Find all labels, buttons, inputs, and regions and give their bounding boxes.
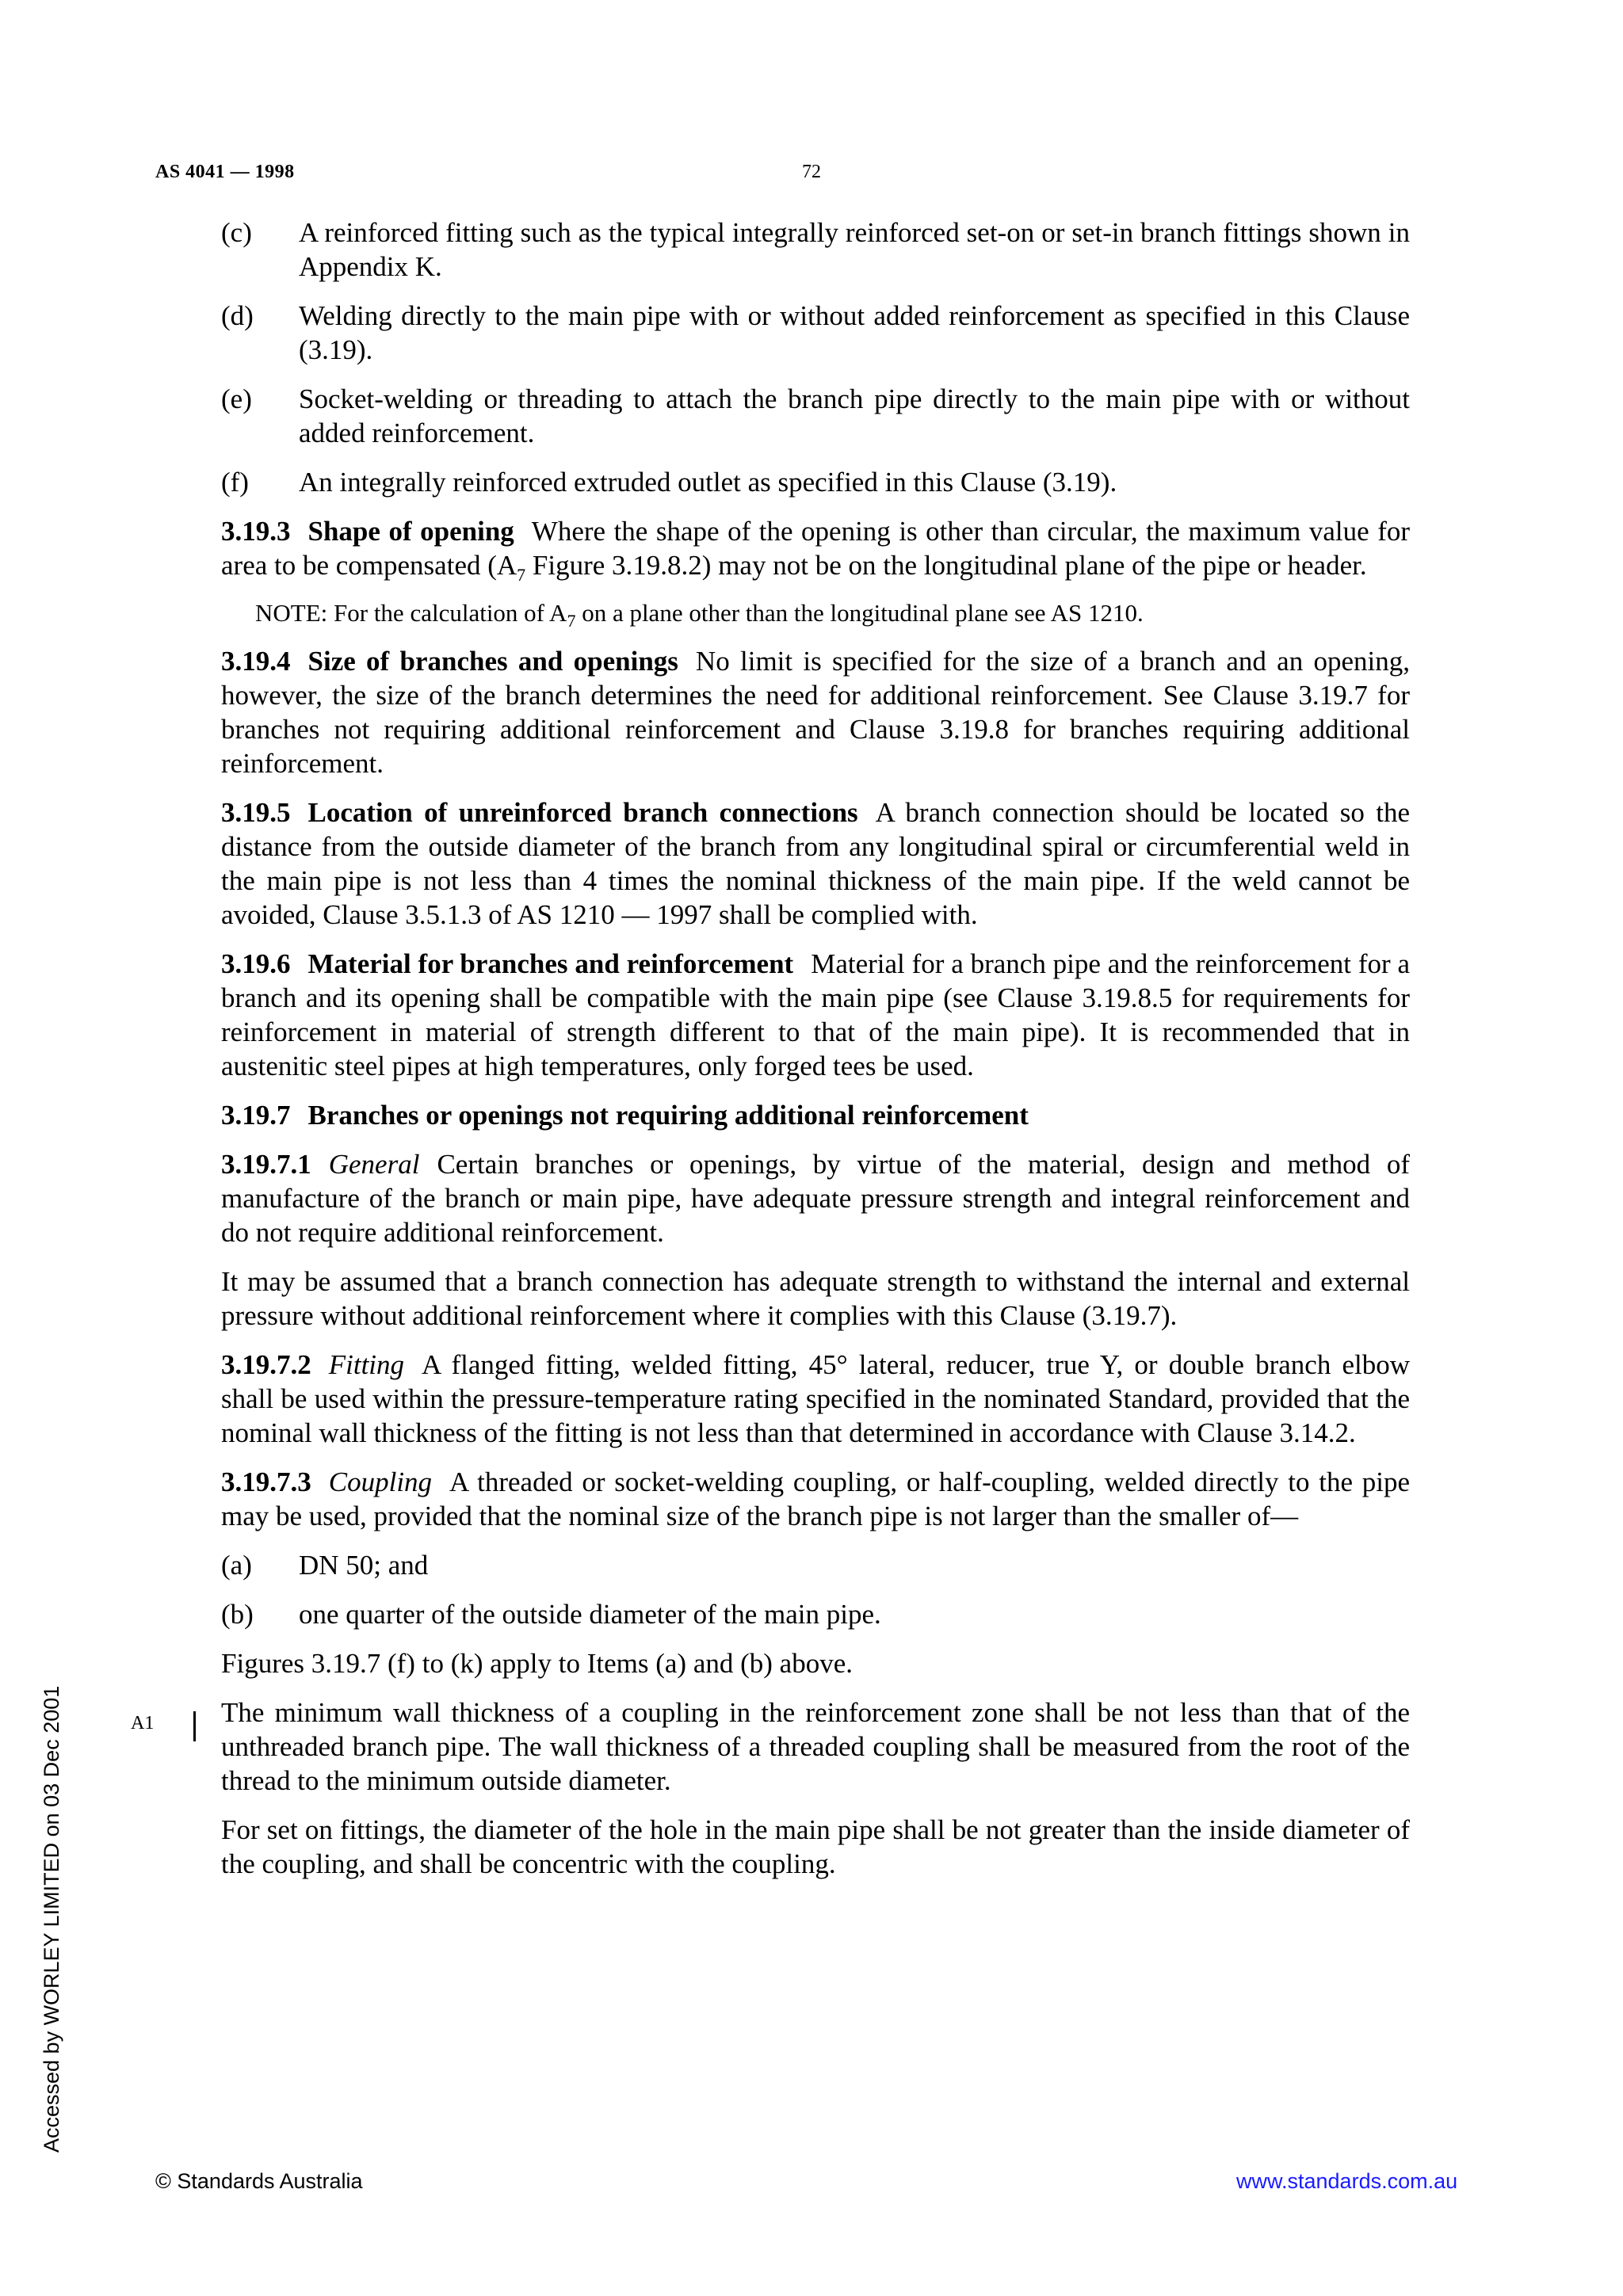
standard-id: AS 4041 — 1998 bbox=[155, 162, 295, 182]
clause-number: 3.19.7.3 bbox=[221, 1466, 311, 1497]
clause-number: 3.19.3 bbox=[221, 516, 291, 547]
list-text: A reinforced fitting such as the typical integrally reinforced set-on or set-in branch fittings shown in Appendix K. bbox=[299, 217, 1410, 282]
list-item bbox=[221, 1597, 1410, 1631]
clause-text: Certain branches or openings, by virtue of the material, design and method of manufacture of the branch or main pipe, have adequate pressure strength and integral reinforcement and do not require additional reinforcement. bbox=[221, 1149, 1410, 1248]
page-number: 72 bbox=[802, 162, 821, 182]
clause-title: Shape of opening bbox=[307, 516, 514, 547]
clause-3-19-4 bbox=[221, 644, 1410, 780]
footer-link[interactable]: www.standards.com.au bbox=[1236, 2169, 1458, 2193]
note-text: on a plane other than the longitudinal plane see AS 1210. bbox=[575, 599, 1144, 627]
note bbox=[255, 597, 1410, 629]
list-item bbox=[221, 465, 1410, 499]
list-item bbox=[221, 382, 1410, 450]
list-text: DN 50; and bbox=[299, 1550, 429, 1581]
clause-title: Size of branches and openings bbox=[307, 646, 678, 677]
clause-title: Material for branches and reinforcement bbox=[307, 948, 794, 979]
clause-number: 3.19.7.2 bbox=[221, 1349, 311, 1380]
clause-3-19-3 bbox=[221, 514, 1410, 585]
list-marker: (c) bbox=[221, 217, 252, 248]
clause-number: 3.19.6 bbox=[221, 948, 291, 979]
list-text: Socket-welding or threading to attach the branch pipe directly to the main pipe with or without added reinforcement. bbox=[299, 383, 1410, 448]
clause-text: Material for a branch pipe and the reinforcement for a branch and its opening shall be compatible with the main pipe (see Clause 3.19.8.5 for requirements for reinforcement in material of strength different to that of the main pipe). It is recommended that in austenitic steel pipes at high temperatures, only forged tees be used. bbox=[221, 948, 1411, 1081]
list-item bbox=[221, 1548, 1410, 1582]
list-marker: (a) bbox=[221, 1550, 252, 1581]
list-marker: (e) bbox=[221, 383, 252, 414]
clause-3-19-5 bbox=[221, 795, 1410, 932]
clause-title: Coupling bbox=[328, 1466, 433, 1497]
clause-3-19-7-1 bbox=[221, 1147, 1410, 1249]
paragraph: Figures 3.19.7 (f) to (k) apply to Items (a) and (b) above. bbox=[221, 1648, 854, 1679]
clause-3-19-7-heading bbox=[221, 1098, 1410, 1132]
list-marker: (b) bbox=[221, 1599, 254, 1630]
clause-title: Location of unreinforced branch connections bbox=[307, 797, 858, 828]
note-text: NOTE: For the calculation of A bbox=[255, 599, 567, 627]
clause-text: Where the shape of the opening is other than circular, the maximum value for area to be compensated (A bbox=[221, 516, 1410, 581]
paragraph: The minimum wall thickness of a coupling in the reinforcement zone shall be not less than that of the unthreaded branch pipe. The wall thickness of a threaded coupling shall be measured from the root of the thread to the minimum outside diameter. bbox=[221, 1697, 1410, 1796]
clause-number: 3.19.7 bbox=[221, 1100, 291, 1131]
clause-number: 3.19.5 bbox=[221, 797, 291, 828]
clause-title: General bbox=[328, 1149, 420, 1180]
clause-title: Fitting bbox=[328, 1349, 405, 1380]
list-text: An integrally reinforced extruded outlet as specified in this Clause (3.19). bbox=[299, 467, 1117, 498]
clause-number: 3.19.4 bbox=[221, 646, 291, 677]
paragraph: For set on fittings, the diameter of the hole in the main pipe shall be not greater than the inside diameter of the coupling, and shall be concentric with the coupling. bbox=[221, 1814, 1410, 1879]
clause-text: A flanged fitting, welded fitting, 45° lateral, reducer, true Y, or double branch elbow shall be used within the pressure-temperature rating specified in the nominated Standard, provided that the nominal wall thickness of the fitting is not less than that determined in accordance with Clause 3.14.2. bbox=[221, 1349, 1410, 1448]
list-text: Welding directly to the main pipe with or without added reinforcement as specified in this Clause (3.19). bbox=[299, 300, 1410, 365]
clause-title: Branches or openings not requiring additional reinforcement bbox=[307, 1100, 1029, 1131]
clause-number: 3.19.7.1 bbox=[221, 1149, 311, 1180]
list-item bbox=[221, 299, 1410, 367]
subscript: 7 bbox=[517, 565, 526, 585]
amendment-label: A1 bbox=[131, 1713, 155, 1733]
list-item bbox=[221, 215, 1410, 284]
list-marker: (d) bbox=[221, 300, 254, 331]
paragraph: It may be assumed that a branch connection has adequate strength to withstand the internal and external pressure without additional reinforcement where it complies with this Clause (3.19.7). bbox=[221, 1266, 1410, 1331]
clause-text: No limit is specified for the size of a branch and an opening, however, the size of the branch determines the need for additional reinforcement. See Clause 3.19.7 for branches not requiring additional reinforcement and Clause 3.19.8 for branches requiring additional reinforcement. bbox=[221, 646, 1410, 779]
clause-text: A threaded or socket-welding coupling, or half-coupling, welded directly to the pipe may be used, provided that the nominal size of the branch pipe is not larger than the smaller of— bbox=[221, 1466, 1410, 1531]
clause-3-19-7-3 bbox=[221, 1465, 1410, 1533]
clause-3-19-7-2 bbox=[221, 1348, 1410, 1450]
access-watermark: Accessed by WORLEY LIMITED on 03 Dec 2001 bbox=[40, 1685, 63, 2153]
clause-text: A branch connection should be located so the distance from the outside diameter of the branch from any longitudinal spiral or circumferential weld in the main pipe is not less than 4 times the nominal thickness of the main pipe. If the weld cannot be avoided, Clause 3.5.1.3 of AS 1210 — 1997 shall be complied with. bbox=[221, 797, 1410, 930]
subscript: 7 bbox=[567, 611, 576, 631]
list-text: one quarter of the outside diameter of the main pipe. bbox=[299, 1599, 881, 1630]
amendment-bar bbox=[193, 1711, 196, 1741]
clause-text: Figure 3.19.8.2) may not be on the longitudinal plane of the pipe or header. bbox=[525, 550, 1367, 581]
clause-3-19-6 bbox=[221, 947, 1410, 1083]
footer-copyright: © Standards Australia bbox=[155, 2169, 363, 2193]
page-body bbox=[221, 215, 1410, 1881]
list-marker: (f) bbox=[221, 467, 249, 498]
